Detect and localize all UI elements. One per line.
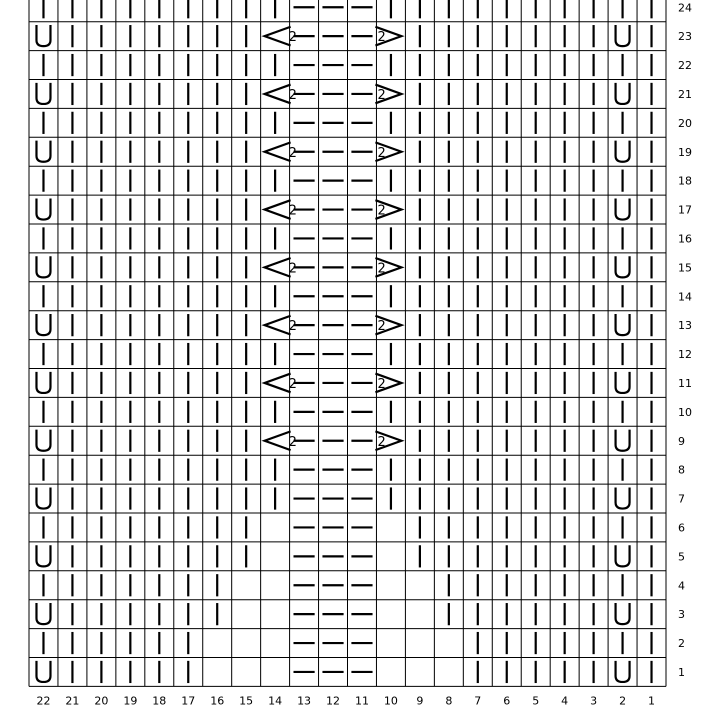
row-number-label: 20 [678, 116, 692, 130]
u-symbol [616, 200, 630, 220]
column-number-label: 3 [590, 694, 598, 708]
cable-count-label: 2 [377, 87, 386, 103]
column-number-label: 16 [210, 694, 225, 708]
row-number-label: 18 [678, 174, 692, 188]
u-symbol [36, 373, 50, 393]
column-number-label: 13 [297, 694, 312, 708]
column-number-label: 22 [36, 694, 51, 708]
column-number-label: 12 [326, 694, 341, 708]
cable-count-label: 2 [288, 87, 297, 103]
left-cable-symbol [265, 374, 290, 392]
left-cable-symbol [265, 27, 290, 45]
column-number-label: 5 [532, 694, 540, 708]
row-number-label: 14 [678, 290, 692, 304]
u-symbol [616, 142, 630, 162]
column-number-label: 14 [268, 694, 283, 708]
u-symbol [616, 373, 630, 393]
u-symbol [616, 84, 630, 104]
cable-count-label: 2 [288, 30, 297, 46]
u-symbol [616, 431, 630, 451]
left-cable-symbol [265, 316, 290, 334]
row-number-label: 2 [678, 637, 685, 651]
row-number-label: 3 [678, 608, 685, 622]
chart-grid [29, 0, 666, 686]
u-symbol [616, 662, 630, 682]
column-number-label: 9 [416, 694, 424, 708]
row-number-label: 12 [678, 348, 692, 362]
u-symbol [616, 26, 630, 46]
row-number-label: 17 [678, 203, 692, 217]
row-number-label: 19 [678, 145, 692, 159]
column-number-label: 15 [239, 694, 254, 708]
row-number-label: 11 [678, 376, 692, 390]
left-cable-symbol [265, 258, 290, 276]
row-number-label: 22 [678, 59, 692, 73]
row-number-label: 21 [678, 87, 692, 101]
cable-count-label: 2 [288, 434, 297, 450]
row-number-label: 4 [678, 579, 685, 593]
left-cable-symbol [265, 432, 290, 450]
u-symbol [616, 489, 630, 509]
cable-count-label: 2 [377, 376, 386, 392]
u-symbol [36, 315, 50, 335]
row-number-label: 16 [678, 232, 692, 246]
row-number-label: 13 [678, 319, 692, 333]
row-number-label: 23 [678, 30, 692, 44]
cable-count-label: 2 [288, 145, 297, 161]
column-number-label: 21 [65, 694, 80, 708]
left-cable-symbol [265, 143, 290, 161]
row-number-label: 10 [678, 405, 692, 419]
cable-count-label: 2 [288, 319, 297, 335]
u-symbol [36, 489, 50, 509]
left-cable-symbol [265, 85, 290, 103]
row-number-label: 8 [678, 463, 685, 477]
left-cable-symbol [265, 201, 290, 219]
u-symbol [616, 604, 630, 624]
cable-count-label: 2 [288, 203, 297, 219]
cable-count-label: 2 [377, 203, 386, 219]
cable-count-label: 2 [288, 376, 297, 392]
cable-count-label: 2 [377, 319, 386, 335]
u-symbol [616, 546, 630, 566]
u-symbol [36, 662, 50, 682]
u-symbol [36, 604, 50, 624]
u-symbol [36, 546, 50, 566]
u-symbol [36, 431, 50, 451]
column-number-label: 18 [152, 694, 167, 708]
u-symbol [36, 26, 50, 46]
u-symbol [36, 142, 50, 162]
u-symbol [36, 200, 50, 220]
u-symbol [36, 84, 50, 104]
column-number-label: 1 [648, 694, 656, 708]
column-number-label: 11 [354, 694, 369, 708]
column-number-label: 2 [619, 694, 627, 708]
column-number-label: 19 [123, 694, 138, 708]
column-number-label: 17 [181, 694, 196, 708]
column-number-label: 7 [474, 694, 482, 708]
row-number-label: 6 [678, 521, 685, 535]
u-symbol [36, 257, 50, 277]
cable-count-label: 2 [377, 261, 386, 277]
cable-count-label: 2 [288, 261, 297, 277]
row-number-label: 15 [678, 261, 692, 275]
row-number-label: 9 [678, 434, 685, 448]
column-number-label: 6 [503, 694, 511, 708]
cable-count-label: 2 [377, 145, 386, 161]
cable-count-label: 2 [377, 30, 386, 46]
column-number-label: 8 [445, 694, 453, 708]
column-number-label: 4 [561, 694, 569, 708]
row-number-label: 1 [678, 665, 685, 679]
row-number-label: 24 [678, 1, 692, 15]
column-number-label: 10 [383, 694, 398, 708]
u-symbol [616, 315, 630, 335]
u-symbol [616, 257, 630, 277]
cable-count-label: 2 [377, 434, 386, 450]
row-number-label: 7 [678, 492, 685, 506]
row-number-label: 5 [678, 550, 685, 564]
column-number-label: 20 [94, 694, 109, 708]
